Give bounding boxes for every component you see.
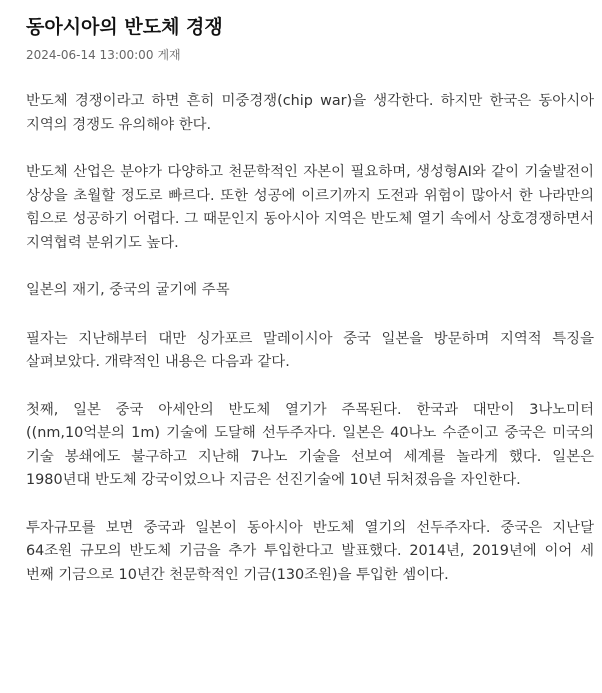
article-body [26, 90, 594, 611]
paragraph: 첫째, 일본 중국 아세안의 반도체 열기가 주목된다. 한국과 대만이 3나노미터((nm,10억분의 1m) 기술에 도달해 선두주자다. 일본은 40나노 수준이고 중국은 미국의 기술 봉쇄에도 불구하고 지난해 7나노 기술을 선보여 세계를 놀라게 했다. 일본은 1980년대 반도체 강국이었으나 지금은 선진기술에 10년 뒤처졌음을 자인한다. [26, 401, 594, 488]
paragraph: 반도체 경쟁이라고 하면 흔히 미중경쟁(chip war)을 생각한다. 하지만 한국은 동아시아 지역의 경쟁도 유의해야 한다. [26, 93, 594, 133]
section-subheading: 일본의 재기, 중국의 굴기에 주목 [26, 282, 230, 298]
publish-status: 게재 [157, 48, 181, 62]
article-title: 동아시아의 반도체 경쟁 [26, 16, 223, 38]
paragraph: 반도체 산업은 분야가 다양하고 천문학적인 자본이 필요하며, 생성형AI와 같이 기술발전이 상상을 초월할 정도로 빠르다. 또한 성공에 이르기까지 도전과 위험이 많아서 한 나라만의 힘으로 성공하기 어렵다. 그 때문인지 동아시아 지역은 반도체 열기 속에서 상호경쟁하면서 지역협력 분위기도 높다. [26, 164, 594, 251]
paragraph: 투자규모를 보면 중국과 일본이 동아시아 반도체 열기의 선두주자다. 중국은 지난달 64조원 규모의 반도체 기금을 추가 투입한다고 발표했다. 2014년, 2019년에 이어 세 번째 기금으로 10년간 천문학적인 기금(130조원)을 투입한 셈이다. [26, 519, 594, 583]
article-dateline [26, 46, 181, 63]
publish-date: 2024-06-14 13:00:00 [26, 48, 154, 62]
paragraph: 필자는 지난해부터 대만 싱가포르 말레이시아 중국 일본을 방문하며 지역적 특징을 살펴보았다. 개략적인 내용은 다음과 같다. [26, 330, 594, 370]
